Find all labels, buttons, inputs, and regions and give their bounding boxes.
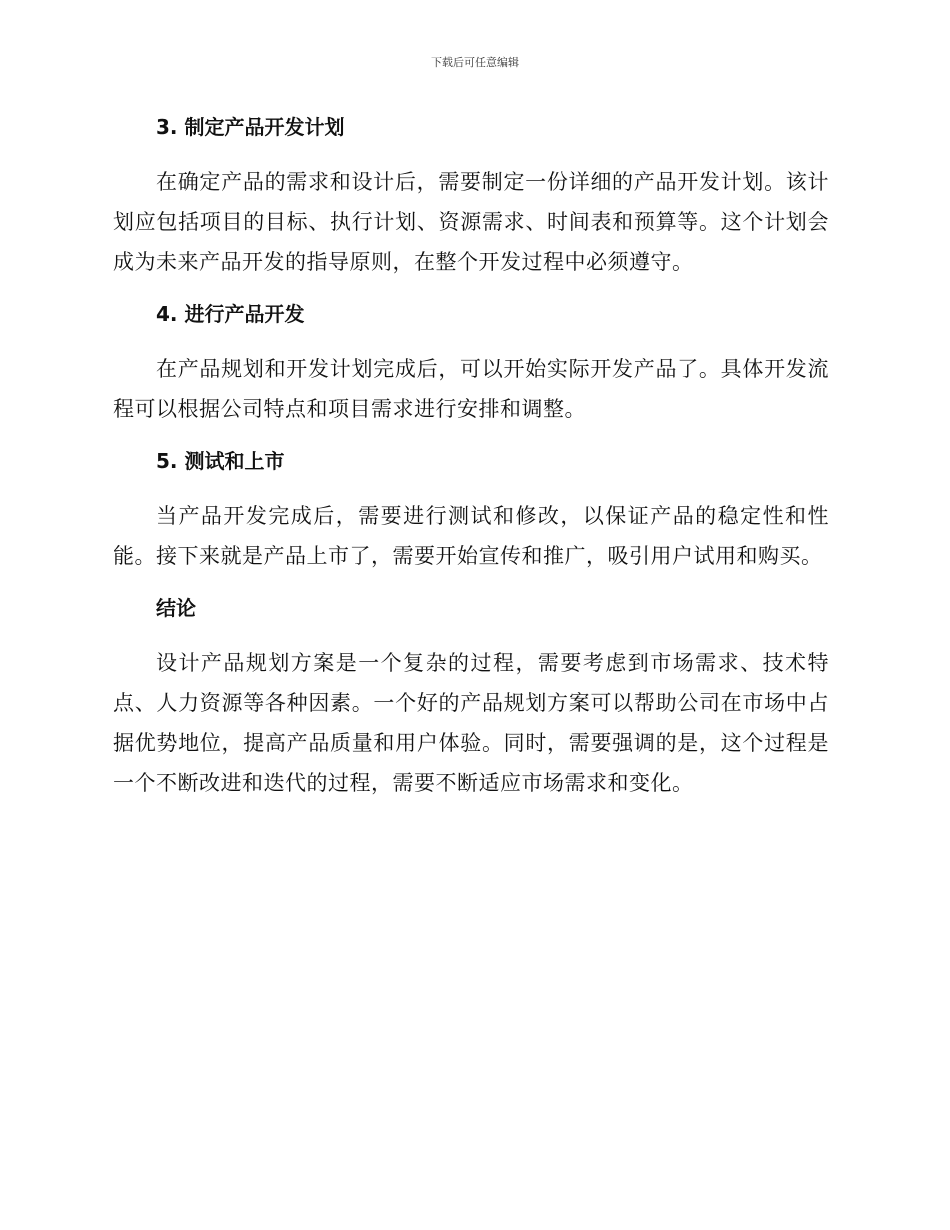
section-paragraph: 在确定产品的需求和设计后，需要制定一份详细的产品开发计划。该计划应包括项目的目标、执行计划、资源需求、时间表和预算等。这个计划会成为未来产品开发的指导原则，在整个开发过程中必须遵守。 [113, 170, 829, 274]
section-heading: 结论 [156, 596, 196, 620]
section-5 [113, 446, 829, 576]
section-paragraph: 设计产品规划方案是一个复杂的过程，需要考虑到市场需求、技术特点、人力资源等各种因素。一个好的产品规划方案可以帮助公司在市场中占据优势地位，提高产品质量和用户体验。同时，需要强调的是，这个过程是一个不断改进和迭代的过程，需要不断适应市场需求和变化。 [113, 651, 829, 795]
section-paragraph: 在产品规划和开发计划完成后，可以开始实际开发产品了。具体开发流程可以根据公司特点和项目需求进行安排和调整。 [113, 357, 829, 421]
section-heading: 5. 测试和上市 [156, 449, 285, 473]
section-conclusion [113, 593, 829, 803]
section-heading: 3. 制定产品开发计划 [156, 115, 345, 139]
document-body [113, 112, 829, 820]
section-4 [113, 299, 829, 429]
section-heading: 4. 进行产品开发 [156, 302, 305, 326]
section-3 [113, 112, 829, 282]
header-note: 下载后可任意编辑 [431, 56, 519, 69]
section-paragraph: 当产品开发完成后，需要进行测试和修改，以保证产品的稳定性和性能。接下来就是产品上市了，需要开始宣传和推广，吸引用户试用和购买。 [113, 504, 829, 568]
